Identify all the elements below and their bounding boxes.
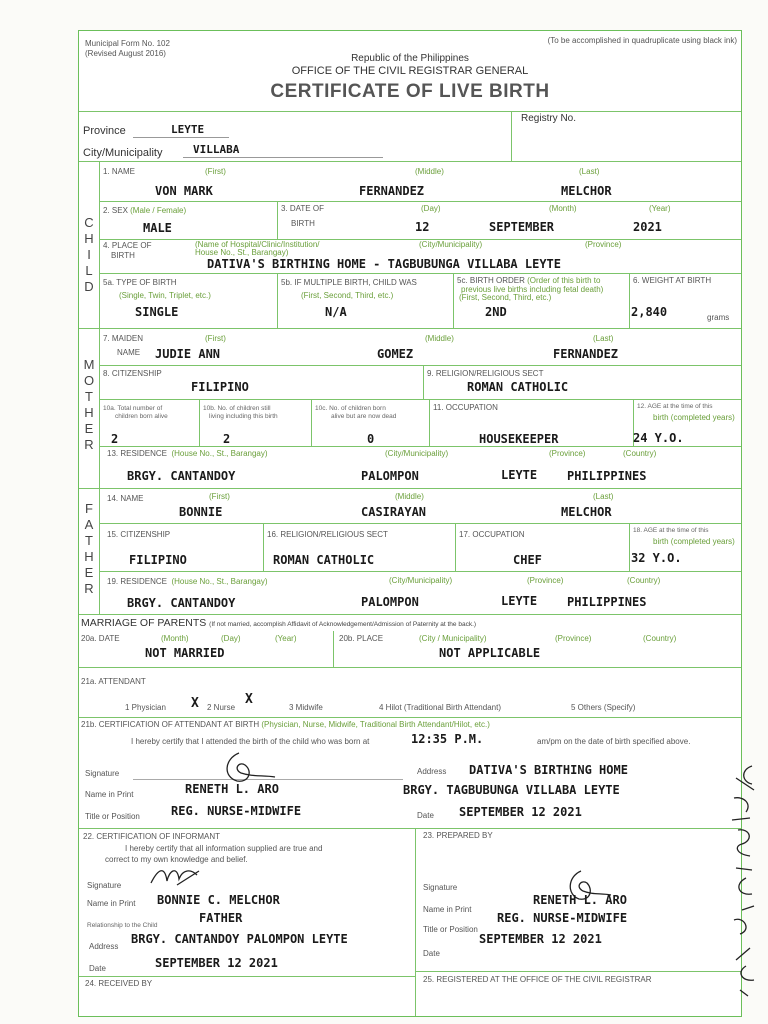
mother-res-city-hint: (City/Municipality) (385, 449, 449, 458)
form-revision: (Revised August 2016) (85, 49, 166, 58)
prepared-date-label: Date (423, 949, 440, 958)
father-first-name: BONNIE (179, 505, 223, 519)
attendant-date-label: Date (417, 811, 434, 820)
child-birth-order: 2ND (485, 305, 507, 319)
mother-10b-label: 10b. No. of children still (203, 405, 271, 412)
father-residence-city: PALOMPON (361, 595, 419, 609)
attendant-name-label: Name in Print (85, 790, 134, 799)
section-child: CHILD (81, 215, 97, 295)
marriage-prov-hint: (Province) (555, 634, 592, 643)
marriage-day-hint: (Day) (221, 634, 241, 643)
mother-age: 24 Y.O. (633, 431, 684, 445)
marriage-place: NOT APPLICABLE (439, 646, 541, 660)
father-age-label: 18. AGE at the time of this (633, 527, 709, 534)
informant-text1: I hereby certify that all information supplied are true and (125, 844, 323, 853)
father-res-city-hint: (City/Municipality) (389, 576, 453, 585)
child-weight-label: 6. WEIGHT AT BIRTH (633, 276, 712, 285)
father-middle-hint: (Middle) (395, 492, 424, 501)
mother-residence-label: 13. RESIDENCE (House No., St., Barangay) (107, 449, 268, 458)
child-place-of-birth: DATIVA'S BIRTHING HOME - TAGBUBUNGA VILLABA LEYTE (207, 257, 562, 271)
attendant-option-physician: 1 Physician (125, 703, 166, 712)
mother-10a-label2: children born alive (115, 413, 168, 420)
informant-address-label: Address (89, 942, 119, 951)
father-residence-brgy: BRGY. CANTANDOY (127, 596, 236, 610)
mother-occupation: HOUSEKEEPER (479, 432, 559, 446)
father-religion-label: 16. RELIGION/RELIGIOUS SECT (267, 530, 388, 539)
informant-name: BONNIE C. MELCHOR (157, 893, 280, 907)
informant-label: 22. CERTIFICATION OF INFORMANT (83, 832, 221, 841)
father-middle-name: CASIRAYAN (361, 505, 427, 519)
registry-label: Registry No. (521, 113, 577, 124)
mother-occupation-label: 11. OCCUPATION (433, 403, 498, 412)
city-value: VILLABA (193, 143, 240, 156)
form-number: Municipal Form No. 102 (85, 39, 170, 48)
attendant-date: SEPTEMBER 12 2021 (459, 805, 582, 819)
father-age-label2: birth (completed years) (653, 537, 735, 546)
attendant-address-line2: BRGY. TAGBUBUNGA VILLABA LEYTE (403, 783, 620, 797)
child-last-hint: (Last) (579, 167, 600, 176)
mother-last-name: FERNANDEZ (553, 347, 619, 361)
ink-instruction: (To be accomplished in quadruplicate using black ink) (547, 36, 737, 45)
father-residence-label: 19. RESIDENCE (House No., St., Barangay) (107, 577, 268, 586)
child-birth-type: SINGLE (135, 305, 179, 319)
mother-age-label: 12. AGE at the time of this (637, 403, 713, 410)
child-order-hint3: (First, Second, Third, etc.) (459, 293, 552, 302)
father-last-hint: (Last) (593, 492, 614, 501)
father-citizenship: FILIPINO (129, 553, 187, 567)
informant-signature-label: Signature (87, 881, 122, 890)
attendant-option-others: 5 Others (Specify) (571, 703, 636, 712)
received-by-label: 24. RECEIVED BY (85, 979, 153, 988)
mother-children-dead: 0 (367, 432, 375, 446)
child-last-name: MELCHOR (561, 184, 612, 198)
attendant-option-midwife: 3 Midwife (289, 703, 323, 712)
attendant-address-line1: DATIVA'S BIRTHING HOME (469, 763, 628, 777)
father-name-label: 14. NAME (107, 494, 144, 503)
prepared-name-label: Name in Print (423, 905, 472, 914)
marriage-year-hint: (Year) (275, 634, 297, 643)
mother-10c-label2: alive but are now dead (331, 413, 397, 420)
child-middle-hint: (Middle) (415, 167, 444, 176)
attendant-cert-label: 21b. CERTIFICATION OF ATTENDANT AT BIRTH (Physician, Nurse, Midwife, Traditional Birth Attendant/Hilot, etc.) (81, 720, 490, 729)
mother-first-hint: (First) (205, 334, 226, 343)
attendant-birth-time: 12:35 P.M. (411, 732, 484, 746)
attendant-option-nurse: 2 Nurse (207, 703, 236, 712)
attendant-ampm: am/pm on the date of birth specified above. (537, 737, 691, 746)
child-year-hint: (Year) (649, 204, 671, 213)
mother-religion: ROMAN CATHOLIC (467, 380, 569, 394)
child-birth-day: 12 (415, 220, 430, 234)
attendant-signature-label: Signature (85, 769, 120, 778)
mother-residence-brgy: BRGY. CANTANDOY (127, 469, 236, 483)
section-father: FATHER (81, 501, 97, 597)
province-value: LEYTE (171, 123, 205, 136)
marriage-date: NOT MARRIED (145, 646, 225, 660)
prepared-title: REG. NURSE-MIDWIFE (497, 911, 628, 925)
child-sex: MALE (143, 221, 172, 235)
republic-line: Republic of the Philippines (351, 53, 469, 64)
mother-res-prov-hint: (Province) (549, 449, 586, 458)
attendant-title: REG. NURSE-MIDWIFE (171, 804, 302, 818)
informant-address: BRGY. CANTANDOY PALOMPON LEYTE (131, 932, 348, 946)
mother-age-label2: birth (completed years) (653, 413, 735, 422)
child-name-label: 1. NAME (103, 167, 136, 176)
father-religion: ROMAN CATHOLIC (273, 553, 375, 567)
informant-date: SEPTEMBER 12 2021 (155, 956, 278, 970)
mother-children-living: 2 (223, 432, 231, 446)
informant-date-label: Date (89, 964, 106, 973)
attendant-signature (219, 747, 279, 787)
mother-first-name: JUDIE ANN (155, 347, 221, 361)
prepared-name: RENETH L. ARO (533, 893, 627, 907)
informant-relationship-label: Relationship to the Child (87, 922, 158, 929)
mother-res-country-hint: (Country) (623, 449, 657, 458)
mother-middle-hint: (Middle) (425, 334, 454, 343)
birth-certificate-form (78, 30, 742, 1017)
child-birth-year: 2021 (633, 220, 662, 234)
child-sex-label: 2. SEX (Male / Female) (103, 206, 187, 215)
child-dob-label2: BIRTH (291, 219, 315, 228)
marriage-place-label: 20b. PLACE (339, 634, 384, 643)
child-birth-month: SEPTEMBER (489, 220, 555, 234)
prepared-signature-label: Signature (423, 883, 458, 892)
child-dob-label: 3. DATE OF (281, 204, 324, 213)
document-title: CERTIFICATE OF LIVE BIRTH (270, 81, 550, 102)
mother-citizenship: FILIPINO (191, 380, 249, 394)
child-pob-label2: BIRTH (111, 251, 135, 260)
father-occupation: CHEF (513, 553, 542, 567)
mother-religion-label: 9. RELIGION/RELIGIOUS SECT (427, 369, 544, 378)
child-pob-hint2: House No., St., Barangay) (195, 248, 289, 257)
marriage-city-hint: (City / Municipality) (419, 634, 487, 643)
attendant-name: RENETH L. ARO (185, 782, 279, 796)
office-line: OFFICE OF THE CIVIL REGISTRAR GENERAL (291, 65, 529, 77)
province-label: Province (83, 125, 126, 137)
child-day-hint: (Day) (421, 204, 441, 213)
child-multiple-hint: (First, Second, Third, etc.) (301, 291, 394, 300)
child-first-name: VON MARK (155, 184, 213, 198)
marriage-month-hint: (Month) (161, 634, 189, 643)
mother-name-label2: NAME (117, 348, 141, 357)
child-multiple-birth: N/A (325, 305, 347, 319)
father-res-prov-hint: (Province) (527, 576, 564, 585)
mother-name-label: 7. MAIDEN (103, 334, 144, 343)
child-order-label: 5c. BIRTH ORDER (Order of this birth to (457, 276, 601, 285)
child-weight: 2,840 (631, 305, 668, 319)
attendant-option-hilot: 4 Hilot (Traditional Birth Attendant) (379, 703, 501, 712)
informant-text2: correct to my own knowledge and belief. (105, 855, 248, 864)
mother-residence-city: PALOMPON (361, 469, 419, 483)
father-age: 32 Y.O. (631, 551, 682, 565)
child-pob-prov-hint: (Province) (585, 240, 622, 249)
child-pob-label: 4. PLACE OF (103, 241, 152, 250)
child-weight-unit: grams (707, 313, 730, 322)
attendant-cert-text: I hereby certify that I attended the birth of the child who was born at (131, 737, 370, 746)
registered-label: 25. REGISTERED AT THE OFFICE OF THE CIVIL REGISTRAR (423, 975, 652, 984)
mother-middle-name: GOMEZ (377, 347, 414, 361)
mother-residence-country: PHILIPPINES (567, 469, 647, 483)
attendant-mark-1: X (191, 696, 199, 711)
prepared-by-label: 23. PREPARED BY (423, 831, 493, 840)
informant-relationship: FATHER (199, 911, 243, 925)
father-res-country-hint: (Country) (627, 576, 661, 585)
father-residence-province: LEYTE (501, 594, 538, 608)
child-pob-hint: (Name of Hospital/Clinic/Institution/ (195, 240, 320, 249)
city-label: City/Municipality (83, 147, 163, 159)
mother-children-born-alive: 2 (111, 432, 119, 446)
section-mother: MOTHER (81, 357, 97, 453)
mother-10b-label2: living including this birth (209, 413, 278, 420)
mother-10a-label: 10a. Total number of (103, 405, 163, 412)
child-month-hint: (Month) (549, 204, 577, 213)
mother-residence-province: LEYTE (501, 468, 538, 482)
marriage-date-label: 20a. DATE (81, 634, 120, 643)
attendant-mark-2: X (245, 692, 253, 707)
attendant-label: 21a. ATTENDANT (81, 677, 146, 686)
attendant-title-label: Title or Position (85, 812, 140, 821)
mother-10c-label: 10c. No. of children born (315, 405, 386, 412)
mother-citizenship-label: 8. CITIZENSHIP (103, 369, 162, 378)
handwritten-margin-note (722, 760, 762, 1000)
father-last-name: MELCHOR (561, 505, 612, 519)
father-occupation-label: 17. OCCUPATION (459, 530, 525, 539)
father-first-hint: (First) (209, 492, 230, 501)
child-type-hint: (Single, Twin, Triplet, etc.) (119, 291, 211, 300)
attendant-address-label: Address (417, 767, 447, 776)
child-multiple-label: 5b. IF MULTIPLE BIRTH, CHILD WAS (281, 278, 417, 287)
marriage-country-hint: (Country) (643, 634, 677, 643)
child-first-hint: (First) (205, 167, 226, 176)
father-citizenship-label: 15. CITIZENSHIP (107, 530, 171, 539)
child-pob-city-hint: (City/Municipality) (419, 240, 483, 249)
child-order-hint2: previous live births including fetal death) (461, 285, 604, 294)
prepared-title-label: Title or Position (423, 925, 478, 934)
informant-signature (147, 861, 207, 891)
prepared-date: SEPTEMBER 12 2021 (479, 932, 602, 946)
child-type-label: 5a. TYPE OF BIRTH (103, 278, 177, 287)
informant-name-label: Name in Print (87, 899, 136, 908)
marriage-heading: MARRIAGE OF PARENTS (If not married, accomplish Affidavit of Acknowledgement/Admission of Paternity at the back.) (81, 617, 477, 629)
mother-last-hint: (Last) (593, 334, 614, 343)
father-residence-country: PHILIPPINES (567, 595, 647, 609)
child-middle-name: FERNANDEZ (359, 184, 425, 198)
